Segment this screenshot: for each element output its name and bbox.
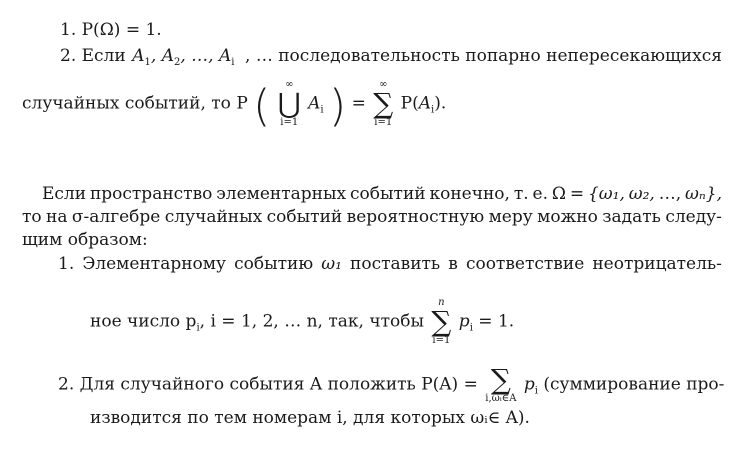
subscript: i <box>534 385 538 397</box>
word: событий <box>350 184 426 204</box>
sum-operator <box>485 363 517 404</box>
word: конечно, <box>429 184 510 204</box>
word: на <box>46 207 68 227</box>
word: элементарных <box>216 184 347 204</box>
list-item-2-line-2 <box>90 410 530 427</box>
text: = 1. <box>478 311 515 332</box>
word: ω₁ <box>321 254 342 274</box>
word: случайных <box>164 207 263 227</box>
sigma-icon: ∑ <box>490 363 511 396</box>
word: событию <box>234 254 314 274</box>
sigma-additivity-formula <box>22 79 447 132</box>
right-paren: ) <box>329 80 347 132</box>
word: ωₙ}, <box>685 184 722 204</box>
word: то <box>22 207 42 227</box>
word: меру <box>488 207 533 227</box>
word: = <box>569 184 585 204</box>
text: (суммирование про- <box>543 374 725 395</box>
text: 2. Для случайного события A положить P(A) = <box>58 374 478 395</box>
equals: = <box>351 93 366 114</box>
word: 1. <box>58 254 75 274</box>
symbol-p: p <box>523 374 535 395</box>
subscript: i <box>469 322 473 334</box>
sigma-icon: ∑ <box>373 87 394 120</box>
subscript: i <box>320 104 324 116</box>
list-item-1-line-1 <box>58 256 722 273</box>
word: Если <box>42 184 87 204</box>
item-2-line-1 <box>60 46 722 68</box>
subscript: 2 <box>173 57 181 68</box>
word: {ω₁, <box>587 184 625 204</box>
text: ). <box>434 93 447 114</box>
list-item-2-line-1 <box>58 363 725 404</box>
paragraph-line-1 <box>42 186 722 203</box>
text: , … последовательность попарно непересекающихся <box>245 46 722 66</box>
word: можно <box>537 207 598 227</box>
word: Элементарному <box>82 254 227 274</box>
subscript: 1 <box>144 57 151 68</box>
subscript: i <box>231 57 235 68</box>
word: событий <box>266 207 343 227</box>
word: е. <box>532 184 548 204</box>
sigma-icon: ∑ <box>431 305 452 338</box>
text: изводится по тем номерам i, для которых ωᵢ∈ A). <box>90 408 530 428</box>
axiom-normalization: 1. P(Ω) = 1. <box>60 20 162 40</box>
list-item-1-line-2 <box>90 298 514 346</box>
sum-operator <box>373 80 393 128</box>
word: …, <box>658 184 682 204</box>
word: соответствие <box>465 254 585 274</box>
symbol-A: A <box>418 93 432 114</box>
word: в <box>448 254 458 274</box>
upper-limit: n <box>438 297 445 308</box>
word: Ω <box>551 184 566 204</box>
text: ное число p <box>90 311 197 332</box>
subscript: i <box>196 322 200 334</box>
symbol-A: A <box>132 46 145 66</box>
word: ω₂, <box>628 184 655 204</box>
events-list <box>132 46 235 68</box>
lower-limit: i=1 <box>374 117 393 128</box>
text: 2. Если <box>60 46 126 66</box>
lower-limit: i,ωᵢ∈A <box>485 393 517 404</box>
symbol-A: , …, A <box>180 46 232 66</box>
text: , i = 1, 2, … n, так, чтобы <box>199 311 424 332</box>
text: щим образом: <box>22 230 148 250</box>
word: пространство <box>89 184 213 204</box>
text: P( <box>400 93 419 114</box>
word: следу- <box>665 207 722 227</box>
word: т. <box>513 184 529 204</box>
paragraph-line-3 <box>22 232 148 249</box>
symbol-p: p <box>458 311 470 332</box>
union-operator <box>278 80 301 128</box>
subscript: i <box>431 104 435 116</box>
text: случайных событий, то P <box>22 93 248 114</box>
union-icon: ⋃ <box>277 87 301 120</box>
word: задать <box>602 207 661 227</box>
symbol-A: , A <box>150 46 174 66</box>
lower-limit: i=1 <box>280 117 299 128</box>
symbol-A: A <box>308 93 321 114</box>
sum-operator <box>431 298 451 346</box>
word: неотрицатель- <box>592 254 722 274</box>
item-1 <box>60 22 162 39</box>
word: вероятностную <box>346 207 485 227</box>
upper-limit: ∞ <box>285 79 294 90</box>
paragraph-line-2 <box>22 209 722 226</box>
left-paren: ( <box>253 80 271 132</box>
word: поставить <box>350 254 441 274</box>
word: σ-алгебре <box>71 207 161 227</box>
upper-limit: ∞ <box>379 79 388 90</box>
lower-limit: i=1 <box>432 335 451 346</box>
